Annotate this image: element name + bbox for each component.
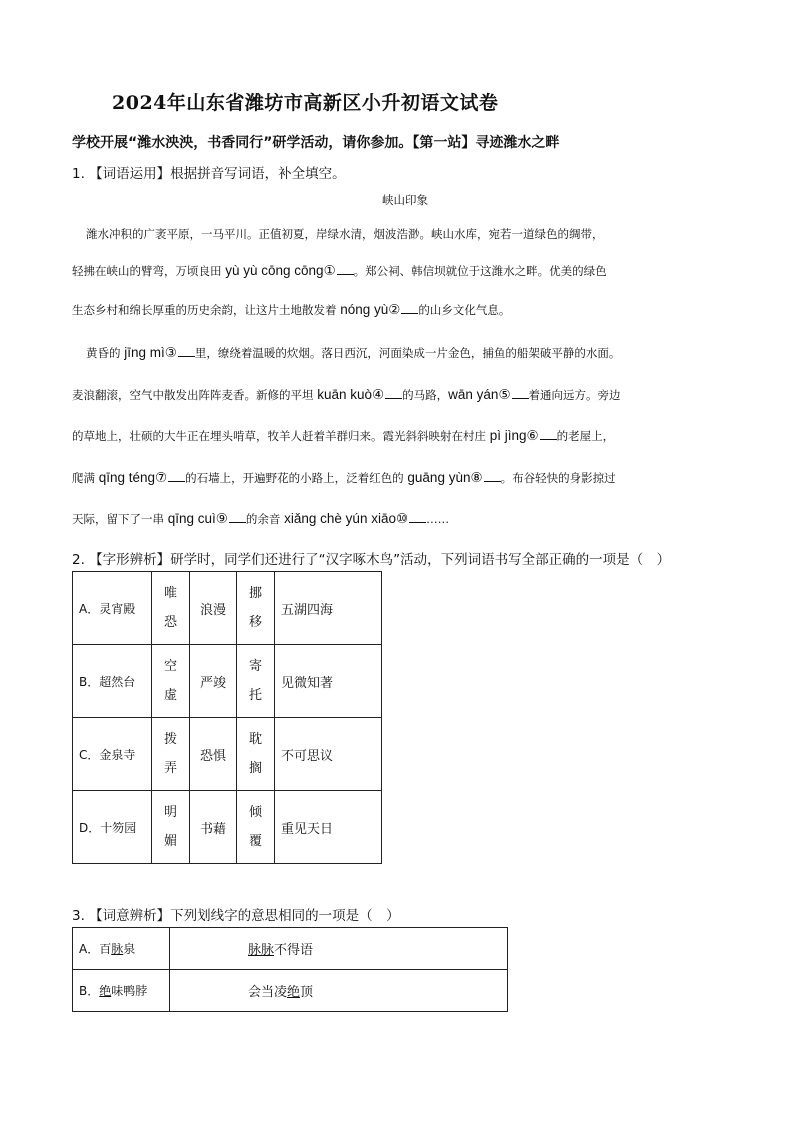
option-d-label[interactable]: D．十笏园 [73, 791, 152, 864]
option-a-label[interactable]: A．灵宵殿 [73, 572, 152, 645]
activity-intro: 学校开展“潍水泱泱，书香同行”研学活动，请你参加。【第一站】寻迹潍水之畔 [72, 135, 560, 151]
idiom-cell: 五湖四海 [275, 572, 382, 645]
word-cell: 书藉 [190, 791, 237, 864]
answer-blank[interactable] [337, 263, 354, 275]
option-a-label[interactable]: A．百脉泉 [73, 928, 170, 970]
word-cell: 唯 恐 [152, 572, 190, 645]
word-cell: 明 媚 [152, 791, 190, 864]
compare-phrase: 会当凌绝顶 [170, 970, 508, 1012]
question-2-heading: 2. 【字形辨析】研学时，同学们还进行了“汉字啄木鸟”活动，下列词语书写全部正确的一项是（ ） [72, 552, 671, 568]
passage-text: 爬满 [72, 471, 95, 485]
passage-line [72, 511, 449, 527]
pinyin-prompt: xiǎng chè yún xiāo⑩ [280, 511, 409, 526]
passage-text: 里，缭绕着温暖的炊烟。落日西沉，河面染成一片金色，捕鱼的船架破平静的水面。 [194, 346, 621, 360]
passage-line [72, 470, 616, 486]
passage-text: …… [426, 512, 450, 526]
word-cell: 拨 弄 [152, 718, 190, 791]
passage-line [86, 345, 620, 361]
passage-line [72, 387, 621, 403]
table-row [73, 572, 382, 645]
pinyin-prompt: pì jìng⑥ [486, 428, 539, 443]
table-row [73, 645, 382, 718]
word-cell: 挪 移 [237, 572, 275, 645]
passage-text: 生态乡村和绵长厚重的历史余韵，让这片土地散发着 [72, 303, 337, 317]
passage-line [72, 302, 510, 318]
table-row [73, 718, 382, 791]
pinyin-prompt: guāng yùn⑧ [403, 470, 483, 485]
word-cell: 严竣 [190, 645, 237, 718]
passage-text: 潍水冲积的广袤平原，一马平川。正值初夏，岸绿水清，烟波浩渺。峡山水库，宛若一道绿色的绸带， [86, 227, 604, 241]
table-row [73, 791, 382, 864]
word-cell: 倾 覆 [237, 791, 275, 864]
answer-blank[interactable] [229, 511, 246, 523]
passage-line [72, 428, 614, 444]
option-b-label[interactable]: B．超然台 [73, 645, 152, 718]
pinyin-prompt: nóng yù② [336, 302, 401, 317]
word-cell: 空 虚 [152, 645, 190, 718]
answer-blank[interactable] [512, 387, 529, 399]
question-2-table [72, 571, 382, 864]
word-cell: 恐惧 [190, 718, 237, 791]
idiom-cell: 重见天日 [275, 791, 382, 864]
passage-title: 峡山印象 [382, 193, 428, 207]
passage-text: 。布谷轻快的身影掠过 [500, 471, 616, 485]
exam-title: 2024年山东省潍坊市高新区小升初语文试卷 [112, 92, 499, 114]
compare-phrase: 脉脉不得语 [170, 928, 508, 970]
answer-blank[interactable] [401, 302, 418, 314]
passage-text: 着通向远方。旁边 [528, 388, 621, 402]
passage-text: 的石墙上，开遍野花的小路上，泛着红色的 [185, 471, 404, 485]
word-cell: 寄 托 [237, 645, 275, 718]
question-3-heading: 3. 【词意辨析】下列划线字的意思相同的一项是（ ） [72, 908, 400, 924]
passage-text: 的余音 [245, 512, 281, 526]
passage-line [72, 263, 607, 279]
answer-blank[interactable] [385, 387, 402, 399]
pinyin-prompt: yù yù cōng cōng① [221, 263, 336, 278]
passage-text: 的山乡文化气息。 [418, 303, 511, 317]
answer-blank[interactable] [178, 345, 195, 357]
passage-text: 的草地上，壮硕的大牛正在埋头啃草，牧羊人赶着羊群归来。霞光斜斜映射在村庄 [72, 429, 486, 443]
question-1-heading: 1. 【词语运用】根据拼音写词语，补全填空。 [72, 166, 346, 182]
passage-line [86, 226, 604, 242]
answer-blank[interactable] [540, 428, 557, 440]
idiom-cell: 见微知著 [275, 645, 382, 718]
passage-text: 的马路， [402, 388, 449, 402]
option-b-label[interactable]: B．绝味鸭脖 [73, 970, 170, 1012]
word-cell: 耽 搁 [237, 718, 275, 791]
table-row [73, 970, 508, 1012]
passage-text: 。郑公祠、韩信坝就位于这潍水之畔。优美的绿色 [353, 264, 607, 278]
pinyin-prompt: jīng mì③ [120, 345, 177, 360]
passage-text: 的老屋上， [556, 429, 615, 443]
answer-blank[interactable] [409, 511, 426, 523]
answer-blank[interactable] [484, 470, 501, 482]
pinyin-prompt: kuān kuò④ [313, 387, 385, 402]
question-3-table [72, 927, 508, 1012]
passage-text: 天际，留下了一串 [72, 512, 164, 526]
passage-text: 黄昏的 [86, 346, 121, 360]
answer-blank[interactable] [168, 470, 185, 482]
pinyin-prompt: qīng téng⑦ [95, 470, 168, 485]
passage-text: 轻拂在峡山的臂弯，万顷良田 [72, 264, 222, 278]
option-c-label[interactable]: C．金泉寺 [73, 718, 152, 791]
idiom-cell: 不可思议 [275, 718, 382, 791]
pinyin-prompt: wān yán⑤ [448, 387, 511, 402]
table-row [73, 928, 508, 970]
passage-text: 麦浪翻滚，空气中散发出阵阵麦香。新修的平坦 [72, 388, 314, 402]
pinyin-prompt: qīng cuì⑨ [164, 511, 228, 526]
word-cell: 浪漫 [190, 572, 237, 645]
